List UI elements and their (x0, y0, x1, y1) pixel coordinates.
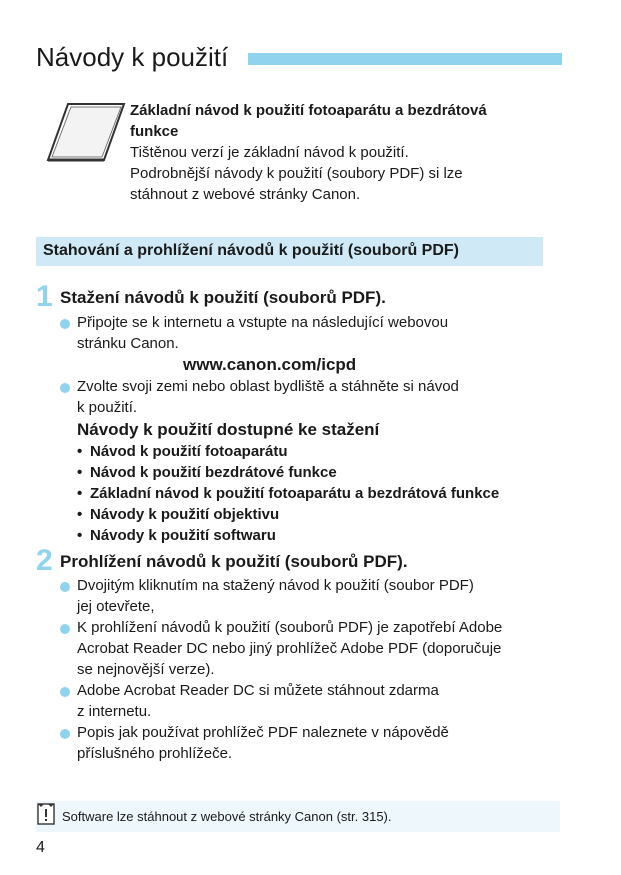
available-manual-item: • Základní návod k použití fotoaparátu a bezdrátová funkce (77, 483, 499, 504)
download-url: www.canon.com/icpd (183, 355, 357, 374)
step-2-bullet-1: Dvojitým kliknutím na stažený návod k použití (soubor PDF) jej otevřete, (77, 577, 474, 615)
intro-title: Základní návod k použití fotoaparátu a bezdrátová funkce (130, 102, 487, 140)
step-1-bullet-1: Připojte se k internetu a vstupte na následující webovou stránku Canon. (77, 314, 449, 352)
step-2-bullet-2: K prohlížení návodů k použití (souborů PDF) je zapotřebí Adobe Acrobat Reader DC nebo jiný prohlížeč Adobe PDF (doporučuje se nejnovější verze). (77, 619, 503, 678)
step-2-bullet-4: Popis jak používat prohlížeč PDF naleznete v nápovědě příslušného prohlížeče. (77, 724, 449, 762)
available-manual-item: • Návody k použití objektivu (77, 504, 279, 525)
bullet-dot-icon (60, 687, 70, 697)
available-manual-item: • Návody k použití softwaru (77, 525, 276, 546)
title-accent-bar (248, 53, 562, 65)
note-text: Software lze stáhnout z webové stránky Canon (str. 315). (62, 809, 392, 824)
intro-text: Tištěnou verzí je základní návod k použití. Podrobnější návody k použití (soubory PDF) si lze stáhnout z webové stránky Canon. (130, 144, 463, 203)
bullet-dot-icon (60, 383, 70, 393)
page-title: Návody k použití (36, 42, 229, 72)
available-manual-item: • Návod k použití fotoaparátu (77, 441, 288, 462)
step-2-number: 2 (36, 544, 53, 577)
bullet-dot-icon (60, 319, 70, 329)
bullet-dot-icon (60, 582, 70, 592)
page-number: 4 (36, 839, 45, 856)
intro-block (130, 100, 570, 205)
booklet-icon (44, 102, 126, 164)
bullet-dot-icon (60, 729, 70, 739)
step-2-bullet-3: Adobe Acrobat Reader DC si můžete stáhnout zdarma z internetu. (77, 682, 439, 720)
bullet-dot-icon (60, 624, 70, 634)
step-1-number: 1 (36, 280, 53, 313)
step-1-bullet-2: Zvolte svoji zemi nebo oblast bydliště a stáhněte si návod k použití. (77, 378, 459, 416)
memo-note-icon (37, 803, 55, 825)
available-manuals-heading: Návody k použití dostupné ke stažení (77, 420, 380, 439)
step-2-title: Prohlížení návodů k použití (souborů PDF). (60, 552, 408, 571)
available-manual-item: • Návod k použití bezdrátové funkce (77, 462, 337, 483)
step-1-title: Stažení návodů k použití (souborů PDF). (60, 288, 386, 307)
section-title: Stahování a prohlížení návodů k použití (souborů PDF) (43, 242, 460, 259)
